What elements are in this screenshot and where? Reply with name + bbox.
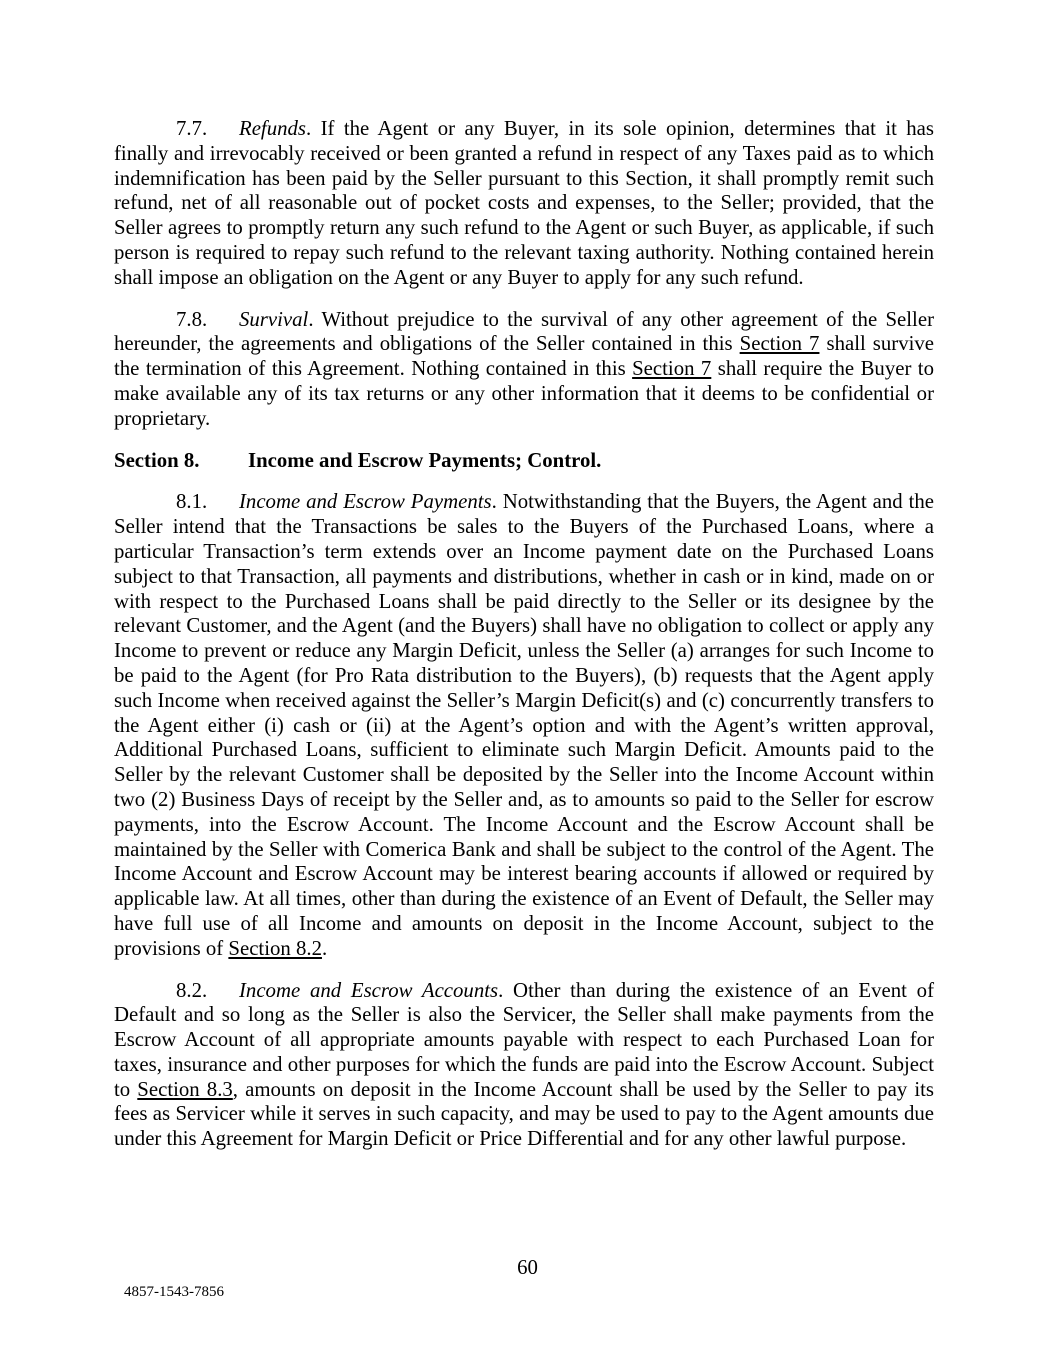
document-control-number: 4857-1543-7856: [124, 1284, 224, 1300]
paragraph-8-1: [114, 490, 934, 961]
section-heading-text: Income and Escrow Payments; Control.: [248, 448, 602, 472]
section-reference: Section 7: [632, 357, 712, 381]
paragraph-number: 7.8.: [176, 307, 208, 331]
paragraph-title: Refunds: [239, 117, 307, 140]
paragraph-title: Income and Escrow Payments: [239, 490, 492, 514]
paragraph-number: 8.2.: [176, 978, 208, 1002]
section-reference: Section 8.2: [228, 936, 322, 960]
paragraph-text: . Without prejudice to the survival of any other agreement of the Seller hereunder, the agreements and obligations of the Seller contained in this Section 7 shall survive the termination of this Agreement. Nothing contained in this Section 7 shall require the Buyer to make available any of its tax returns or any other information that it deems to be confidential or proprietary.: [114, 307, 935, 430]
paragraph-text: . Notwithstanding that the Buyers, the Agent and the Seller intend that the Transactions be sales to the Buyers of the Purchased Loans, where a particular Transaction’s term extends over an Income payment date on the Purchased Loans subject to that Transaction, all payments and distributions, whether in cash or in kind, made on or with respect to the Purchased Loans shall be paid directly to the Seller or its designee by the relevant Customer, and the Agent (and the Buyers) shall have no obligation to collect or apply any Income to prevent or reduce any Margin Deficit, unless the Seller (a) arranges for such Income to be paid to the Agent (for Pro Rata distribution to the Buyers), (b) requests that the Agent apply such Income when received against the Seller’s Margin Deficit(s) and (c) concurrently transfers to the Agent either (i) cash or (ii) at the Agent’s option and with the Agent’s written approval, Additional Purchased Loans, sufficient to eliminate such Margin Deficit. Amounts paid to the Seller by the relevant Customer shall be deposited by the Seller into the Income Account within two (2) Business Days of receipt by the Seller and, as to amounts so paid to the Seller for escrow payments, into the Escrow Account. The Income Account and the Escrow Account shall be maintained by the Seller with Comerica Bank and shall be subject to the control of the Agent. The Income Account and Escrow Account may be interest bearing accounts if allowed or required by applicable law. At all times, other than during the existence of an Event of Default, the Seller may have full use of all Income and amounts on deposit in the Income Account, subject to the provisions of Section 8.2.: [114, 490, 935, 960]
document-body: [114, 117, 934, 1169]
section-8-heading: [114, 449, 934, 474]
paragraph-7-8: [114, 308, 934, 432]
section-reference: Section 8.3: [137, 1077, 233, 1101]
paragraph-8-2: [114, 979, 934, 1153]
page-number: 60: [517, 1256, 538, 1279]
paragraph-text: . Other than during the existence of an Event of Default and so long as the Seller is also the Servicer, the Seller shall make payments from the Escrow Account of all appropriate amounts payable with respect to each Purchased Loan for taxes, insurance and other purposes for which the funds are paid into the Escrow Account. Subject to Section 8.3, amounts on deposit in the Income Account shall be used by the Seller to pay its fees as Servicer while it serves in such capacity, and may be used to pay to the Agent amounts due under this Agreement for Margin Deficit or Price Differential and for any other lawful purpose.: [114, 978, 934, 1151]
paragraph-text: . If the Agent or any Buyer, in its sole opinion, determines that it has finally and irrevocably received or been granted a refund in respect of any Taxes paid as to which indemnification has been paid by the Seller pursuant to this Section, it shall promptly remit such refund, net of all reasonable out of pocket costs and expenses, to the Seller; provided, that the Seller agrees to promptly return any such refund to the Agent or such Buyer, as applicable, if such person is required to repay such refund to the relevant taxing authority. Nothing contained herein shall impose an obligation on the Agent or any Buyer to apply for any such refund.: [114, 117, 934, 289]
paragraph-number: 8.1.: [176, 490, 208, 514]
section-reference: Section 7: [739, 332, 820, 356]
paragraph-7-7: [114, 117, 934, 291]
paragraph-number: 7.7.: [176, 117, 208, 140]
paragraph-title: Survival: [239, 307, 309, 331]
paragraph-title: Income and Escrow Accounts: [239, 978, 499, 1002]
section-number: Section 8.: [114, 448, 200, 472]
